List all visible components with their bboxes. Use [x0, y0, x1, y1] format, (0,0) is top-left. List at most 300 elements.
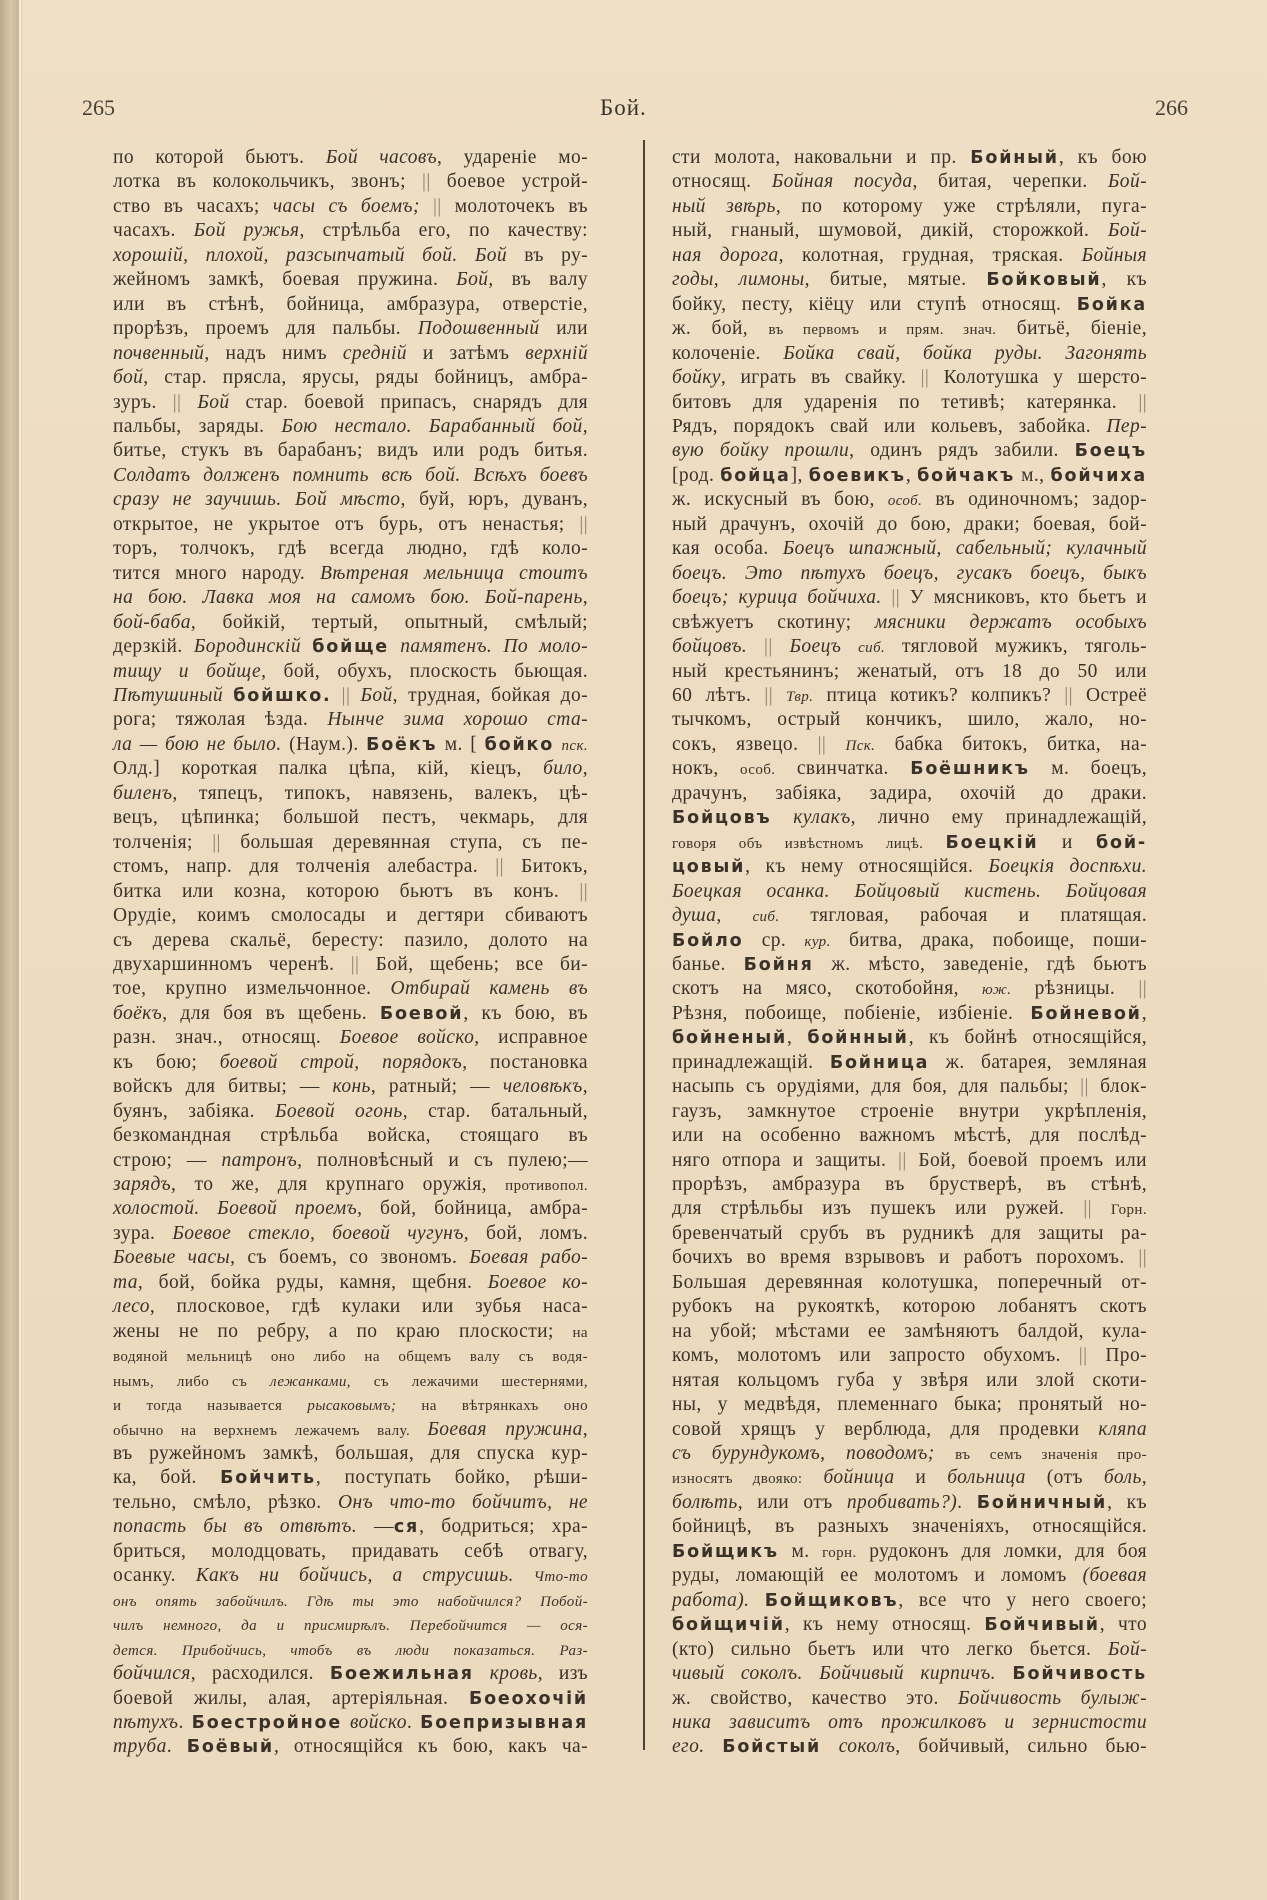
- text-line: [672, 929, 1147, 953]
- text-line: [113, 831, 588, 855]
- italic-example: бойку: [672, 367, 721, 389]
- text-line: [672, 1711, 1147, 1735]
- text-run: колоченіе.: [672, 342, 784, 364]
- italic-example: Солдатъ долженъ помнить всѣ бой. Всѣхъ боевъ: [113, 464, 588, 486]
- italic-example: Бойныя: [1081, 244, 1147, 266]
- text-run: жейномъ замкѣ, боевая пружина.: [113, 269, 457, 291]
- text-run: , бой, ломъ.: [463, 1222, 588, 1244]
- text-run: ,: [582, 1076, 588, 1098]
- text-line: [672, 1564, 1147, 1588]
- text-run: , или отъ: [737, 1491, 847, 1513]
- small-note: на: [572, 1324, 588, 1341]
- italic-example: боецъ; курица бойчиха.: [672, 587, 882, 609]
- headword: Боецъ: [1074, 441, 1147, 462]
- text-run: зуръ.: [113, 391, 173, 413]
- text-run: .: [166, 1736, 187, 1758]
- text-run: Рядъ, порядокъ свай или кольевъ, забойка.: [672, 415, 1107, 437]
- italic-example: Нынче зима хорошо ста-: [327, 709, 588, 731]
- headword: Бойстый: [722, 1737, 822, 1758]
- italic-example: ника зависитъ отъ прожилковъ и зернистости: [672, 1712, 1147, 1733]
- text-line: [672, 977, 1147, 1001]
- text-line: [672, 1320, 1147, 1344]
- text-run: на убой; мѣстами ее замѣняютъ балдой, кула-: [672, 1320, 1147, 1342]
- sense-separator: ||: [172, 391, 182, 413]
- text-run: бриться, молодцовать, придавать себѣ отвагу,: [113, 1540, 588, 1562]
- text-run: въ ру-: [507, 244, 589, 266]
- headword: бойнный: [807, 1028, 909, 1049]
- text-line: [113, 366, 588, 390]
- text-run: насыпь съ орудіями, для боя, для пальбы;: [672, 1076, 1081, 1098]
- text-run: , къ бою, въ: [463, 1002, 588, 1024]
- text-line: [672, 611, 1147, 635]
- text-run: , стрѣльба его, по качеству:: [299, 220, 588, 242]
- text-run: , расходился.: [190, 1663, 330, 1685]
- text-run: пальбы, заряды.: [113, 415, 282, 437]
- text-line: [113, 1589, 588, 1613]
- text-run: ный, гнаный, шумовой, дикій, сторожкой.: [672, 220, 1108, 242]
- text-run: [821, 1736, 839, 1757]
- small-note: износятъ двояко:: [672, 1471, 803, 1488]
- text-column-left: [113, 146, 588, 1760]
- sense-separator: ||: [422, 171, 431, 193]
- headword: Бойло: [672, 930, 744, 951]
- text-line: [672, 439, 1147, 463]
- text-line: [113, 244, 588, 268]
- page-header: [0, 95, 1267, 125]
- italic-example: на бою. Лавка моя на самомъ бою. Бой-парень: [113, 587, 583, 609]
- text-line: [113, 1442, 588, 1466]
- text-line: [113, 929, 588, 953]
- small-italic-note: дется. Прибойчись, чтобъ въ люди показаться. Раз-: [113, 1642, 588, 1659]
- text-run: , плосковое, гдѣ кулаки или зубья наса-: [149, 1296, 588, 1318]
- text-line: [113, 1320, 588, 1344]
- text-run: (Наум.).: [281, 733, 367, 755]
- text-run: , колотная, грудная, тряская.: [778, 244, 1082, 266]
- sense-separator: ||: [817, 733, 827, 755]
- text-run: ],: [790, 464, 809, 486]
- text-line: [113, 880, 588, 904]
- text-run: въ ружейномъ замкѣ, большая, для спуска кур-: [113, 1443, 588, 1465]
- text-line: [113, 219, 588, 243]
- headword: Боеохочій: [468, 1688, 588, 1709]
- italic-example: Бою нестало. Барабанный бой: [281, 415, 583, 437]
- text-run: руды, ломающій ее молотомъ и ломомъ: [672, 1565, 1083, 1587]
- text-line: [672, 1638, 1147, 1662]
- text-run: рубокъ на рукояткѣ, которою лобанятъ скотъ: [672, 1296, 1147, 1318]
- text-line: [672, 660, 1147, 684]
- sense-separator: ||: [350, 953, 360, 975]
- text-run: принадлежащій.: [672, 1051, 830, 1073]
- text-run: бревенчатый срубъ въ рудникѣ для защиты ра-: [672, 1222, 1147, 1244]
- text-run: двухаршинномъ черенѣ.: [113, 953, 351, 975]
- headword: Боёвый: [186, 1737, 274, 1758]
- text-run: , ратный; —: [370, 1076, 503, 1098]
- text-line: [113, 317, 588, 341]
- text-line: [113, 1466, 588, 1490]
- text-run: м.,: [1015, 464, 1051, 486]
- italic-example: холостой. Боевой проемъ: [113, 1198, 358, 1220]
- text-run: Орудіе, коимъ смолосады и дегтяри сбиваютъ: [113, 905, 588, 927]
- text-line: [113, 1246, 588, 1270]
- small-note: Горн.: [1110, 1202, 1147, 1219]
- small-note: водяной мельницѣ оно либо на общемъ валу съ водя-: [113, 1349, 588, 1366]
- text-line: [113, 1222, 588, 1246]
- italic-example: Боевое ко-: [487, 1271, 588, 1293]
- text-line: [672, 366, 1147, 390]
- text-run: [350, 685, 360, 706]
- italic-example: бойцовъ.: [672, 636, 748, 658]
- italic-example: (боевая: [1082, 1565, 1147, 1587]
- text-run: тится много народу.: [113, 562, 321, 584]
- text-run: относящ.: [672, 171, 772, 193]
- small-note: нымъ, либо съ: [113, 1373, 271, 1390]
- text-run: , удареніе мо-: [437, 147, 588, 168]
- text-run: комъ, молотомъ или запросто обухомъ.: [672, 1345, 1079, 1367]
- text-run: вецъ, цѣпинка; большой пестъ, чекмарь, для: [113, 807, 588, 829]
- small-note: говоря объ извѣстномъ лицѣ.: [672, 835, 946, 852]
- text-run: У мясниковъ, кто бьетъ и: [900, 587, 1147, 609]
- text-line: [113, 733, 588, 757]
- text-line: [672, 1515, 1147, 1539]
- italic-example: Бой: [456, 269, 489, 291]
- italic-example: болѣть: [672, 1491, 738, 1513]
- text-run: прорѣзъ, амбразура въ брустверѣ, въ стѣнѣ,: [672, 1174, 1147, 1196]
- headword: Бойщикъ: [672, 1541, 779, 1562]
- italic-example: годы, лимоны: [672, 269, 805, 291]
- text-line: [113, 1026, 588, 1050]
- text-run: открытое, не укрытое отъ бурь, отъ ненастья;: [113, 513, 580, 535]
- italic-example: труба: [113, 1736, 167, 1758]
- text-line: [672, 1100, 1147, 1124]
- text-run: , бой, бойка руды, камня, щебня.: [137, 1271, 488, 1293]
- text-run: боевой жилы, алая, артеріяльная.: [113, 1687, 469, 1709]
- small-note: особ.: [740, 762, 776, 779]
- text-run: [841, 636, 858, 657]
- text-line: [113, 855, 588, 879]
- text-run: или: [539, 318, 588, 340]
- small-note: противопол.: [505, 1178, 588, 1195]
- small-italic-note: пск.: [561, 737, 589, 754]
- text-line: [672, 1491, 1147, 1515]
- text-run: , бойчивый, сильно бью-: [895, 1736, 1147, 1758]
- text-line: [672, 562, 1147, 586]
- italic-example: работа).: [672, 1589, 750, 1611]
- italic-example: Боецкія доспѣхи.: [988, 856, 1148, 878]
- text-run: разн. знач., относящ.: [113, 1027, 340, 1049]
- sense-separator: ||: [764, 636, 773, 658]
- italic-example: Бой: [197, 391, 230, 413]
- text-run: ,: [582, 1418, 588, 1440]
- text-line: [672, 1540, 1147, 1564]
- text-line: [113, 1100, 588, 1124]
- text-run: блок-: [1088, 1076, 1147, 1098]
- text-run: стомъ, напр. для толченія алебастра.: [113, 856, 496, 878]
- text-line: [113, 1344, 588, 1368]
- page-number-right: 266: [1155, 95, 1188, 120]
- small-italic-note: онъ опять забойчилъ. Гдѣ ты это набойчился? Побой-: [113, 1593, 588, 1610]
- text-line: [672, 635, 1147, 659]
- headword: бойненый: [672, 1028, 788, 1049]
- small-italic-note: кур.: [804, 933, 831, 950]
- text-run: тычкомъ, острый кончикъ, шило, жало, но-: [672, 709, 1147, 731]
- text-run: Олд.] короткая палка цѣпа, кій, кіецъ,: [113, 758, 544, 780]
- text-line: [113, 439, 588, 463]
- text-line: [672, 1173, 1147, 1197]
- text-line: [672, 880, 1147, 904]
- text-line: [672, 782, 1147, 806]
- text-line: [672, 806, 1147, 830]
- italic-example: Отбирай камень въ: [390, 978, 588, 1000]
- italic-example: боль: [1103, 1467, 1142, 1489]
- text-run: , изъ: [537, 1663, 589, 1685]
- italic-example: Боевые часы: [113, 1247, 231, 1269]
- headword: бойщичій: [672, 1615, 785, 1636]
- headword: Бойка: [1076, 294, 1147, 315]
- running-head: Бой.: [600, 95, 647, 120]
- italic-example: ный звѣрь: [672, 195, 776, 217]
- text-run: дерзкій.: [113, 636, 194, 658]
- text-run: сокъ, язвецо.: [672, 733, 818, 755]
- italic-example: Боевая пружина: [427, 1418, 583, 1440]
- italic-example: мясники держатъ особыхъ: [874, 611, 1148, 633]
- text-run: Бой, щебень; все би-: [359, 953, 588, 975]
- text-line: [672, 1662, 1147, 1686]
- text-run: [773, 685, 786, 706]
- italic-example: Бойчивость булыж-: [957, 1687, 1147, 1709]
- text-line: [672, 415, 1147, 439]
- text-line: [672, 757, 1147, 781]
- headword: бой-: [1096, 832, 1147, 853]
- text-run: Остреё: [1072, 684, 1148, 706]
- text-run: ны, у медвѣдя, племеннаго быка; пронятый но-: [672, 1394, 1147, 1416]
- text-run: и: [1038, 831, 1097, 853]
- text-run: ,: [1141, 1467, 1147, 1489]
- text-line: [113, 1638, 588, 1662]
- text-run: баньe.: [672, 953, 744, 975]
- italic-example: вую бойку прошли: [672, 440, 850, 462]
- sense-separator: ||: [1083, 1198, 1092, 1220]
- text-line: [113, 391, 588, 415]
- text-run: Рѣзня, побоище, побіеніе, избіеніе.: [672, 1002, 1031, 1024]
- text-run: драчунъ, забіяка, задира, охочій до драки.: [672, 782, 1147, 804]
- small-note: горн.: [822, 1544, 857, 1561]
- text-run: [747, 636, 764, 657]
- headword: бойшко.: [233, 685, 332, 706]
- text-line: [113, 146, 588, 170]
- book-binding-edge: [0, 0, 24, 1900]
- sense-separator: ||: [764, 684, 773, 706]
- text-column-right: [672, 146, 1147, 1760]
- text-line: [672, 708, 1147, 732]
- text-line: [672, 733, 1147, 757]
- italic-example: лесо: [113, 1296, 150, 1318]
- text-line: [113, 195, 588, 219]
- text-run: (отъ: [1025, 1467, 1104, 1489]
- text-run: , бой, бойница, амбра-: [357, 1198, 588, 1220]
- italic-example: кулакъ: [793, 807, 851, 829]
- text-line: [672, 1418, 1147, 1442]
- text-run: или на особенно важномъ мѣстѣ, для послѣд-: [672, 1125, 1147, 1147]
- text-line: [672, 1271, 1147, 1295]
- headword: ся: [393, 1517, 420, 1538]
- text-line: [672, 170, 1147, 194]
- text-line: [113, 1051, 588, 1075]
- headword: бойчакъ: [917, 465, 1016, 486]
- italic-example: боевой строй, порядокъ: [219, 1051, 463, 1073]
- italic-example: пѣтухъ: [113, 1712, 179, 1733]
- italic-example: Бой часовъ: [325, 147, 438, 168]
- text-run: [342, 1712, 350, 1733]
- text-line: [113, 611, 588, 635]
- text-line: [672, 244, 1147, 268]
- italic-example: конь: [332, 1076, 371, 1098]
- text-run: [223, 685, 233, 706]
- text-line: [672, 1393, 1147, 1417]
- text-run: свѣжуетъ скотину;: [672, 611, 875, 633]
- text-run: —: [357, 1516, 394, 1538]
- text-run: жены не по ребру, а по краю плоскости;: [113, 1320, 573, 1342]
- text-line: [672, 953, 1147, 977]
- small-italic-note: лежанками: [270, 1373, 347, 1390]
- italic-example: попасть бы въ отвѣтъ.: [113, 1516, 358, 1538]
- text-run: , къ бойнѣ относящійся,: [908, 1027, 1147, 1049]
- small-note: на вѣтрянкахъ оно: [396, 1398, 588, 1415]
- text-run: строю; —: [113, 1149, 222, 1171]
- text-run: , въ валу: [488, 269, 588, 291]
- text-line: [113, 1735, 588, 1759]
- sense-separator: ||: [495, 856, 504, 878]
- italic-example: бойница: [823, 1467, 895, 1489]
- text-line: [672, 1002, 1147, 1026]
- text-run: къ бою;: [113, 1051, 220, 1073]
- text-run: ж. искусный въ бою,: [672, 489, 888, 511]
- headword: Боестройное: [191, 1713, 343, 1733]
- text-run: торъ, толчокъ, гдѣ всегда людно, гдѣ коло-: [113, 538, 588, 560]
- text-run: , битые, мятые.: [804, 269, 987, 291]
- text-run: ,: [905, 464, 918, 486]
- text-run: въ одиночномъ; задор-: [922, 489, 1147, 511]
- text-line: [113, 660, 588, 684]
- headword: Боёшникъ: [910, 759, 1030, 780]
- text-run: битовъ для ударенія по тетивѣ; катерянка.: [672, 391, 1139, 413]
- text-run: няго отпора и защиты.: [672, 1149, 899, 1171]
- text-run: Битокъ,: [503, 856, 589, 878]
- italic-example: чивый соколъ. Бойчивый кирпичъ.: [672, 1663, 996, 1685]
- text-run: кая особа.: [672, 538, 783, 560]
- text-run: осанку.: [113, 1565, 196, 1587]
- text-line: [672, 488, 1147, 512]
- text-run: [771, 807, 793, 828]
- text-run: ,: [1141, 1002, 1147, 1024]
- italic-example: Подошвенный: [417, 318, 540, 340]
- text-line: [672, 342, 1147, 366]
- text-run: бочихъ во время взрывовъ и работъ порохомъ.: [672, 1247, 1139, 1269]
- italic-example: больница: [947, 1467, 1026, 1489]
- sense-separator: ||: [432, 195, 442, 217]
- headword: Боёкъ: [366, 734, 438, 755]
- text-line: [672, 146, 1147, 170]
- text-run: бойницѣ, въ разныхъ значеніяхъ, относящійся.: [672, 1516, 1147, 1538]
- text-run: Бой, боевой проемъ или: [906, 1149, 1147, 1171]
- text-run: , надъ нимъ: [204, 342, 343, 364]
- text-line: [672, 268, 1147, 292]
- text-run: ж. батарея, земляная: [929, 1051, 1147, 1073]
- text-line: [113, 684, 588, 708]
- text-line: [672, 1051, 1147, 1075]
- sense-separator: ||: [1138, 1247, 1147, 1269]
- text-run: , трудная, бойкая до-: [392, 684, 588, 706]
- headword: бойца: [720, 465, 791, 486]
- headword: Бойчить: [220, 1468, 316, 1489]
- text-line: [672, 195, 1147, 219]
- sense-separator: ||: [579, 880, 588, 902]
- italic-example: Онъ что-то бойчитъ, не: [338, 1491, 588, 1513]
- sense-separator: ||: [1080, 1076, 1089, 1098]
- text-run: тягловой мужикъ, тяголь-: [885, 636, 1148, 658]
- text-run: , къ нему относящ.: [784, 1614, 985, 1636]
- text-line: [113, 293, 588, 317]
- text-line: [672, 1344, 1147, 1368]
- text-run: для стрѣльбы изъ пушекъ или ружей.: [672, 1198, 1084, 1220]
- text-run: .: [406, 1712, 421, 1733]
- italic-example: та: [113, 1271, 138, 1293]
- text-run: , для боя въ щебень.: [162, 1002, 380, 1024]
- text-run: , что: [1099, 1614, 1147, 1636]
- small-italic-note: чилъ немного, да и присмирѣлъ. Перебойчится — ося-: [113, 1618, 588, 1635]
- italic-example: хорошій, плохой, разсыпчатый бой. Бой: [113, 244, 508, 266]
- text-run: [826, 734, 845, 755]
- headword: Бойщиковъ: [764, 1590, 899, 1611]
- text-line: [113, 1295, 588, 1319]
- text-run: [301, 636, 312, 657]
- text-line: [113, 342, 588, 366]
- italic-example: Пѣтушиный: [113, 684, 224, 706]
- text-run: .: [957, 1491, 977, 1513]
- text-run: Про-: [1087, 1345, 1147, 1367]
- text-run: , бойкій, тертый, опытный, смѣлый;: [190, 611, 588, 633]
- text-line: [113, 1393, 588, 1417]
- italic-example: било: [543, 758, 583, 780]
- italic-example: зарядъ: [113, 1174, 172, 1196]
- text-run: толченія;: [113, 831, 213, 853]
- text-line: [672, 1735, 1147, 1759]
- italic-example: Вѣтреная мельница стоитъ: [320, 562, 588, 584]
- text-line: [672, 1149, 1147, 1173]
- headword: бойще: [312, 637, 389, 658]
- text-run: ный драчунъ, охочій до бою, драки; боевая, бой-: [672, 513, 1147, 535]
- italic-example: боёкъ: [113, 1002, 163, 1024]
- text-run: прорѣзъ, проемъ для пальбы.: [113, 318, 418, 340]
- binding-highlight: [19, 0, 21, 1900]
- text-run: [389, 636, 400, 657]
- text-run: , исправное: [474, 1027, 588, 1049]
- text-run: [773, 636, 790, 657]
- text-line: [113, 1613, 588, 1637]
- text-run: ,: [582, 415, 588, 437]
- headword: Боепризывная: [420, 1713, 588, 1733]
- italic-example: почвенный: [113, 342, 205, 364]
- text-run: рога; тяжолая ѣзда.: [113, 709, 328, 731]
- small-italic-note: особ.: [887, 493, 923, 510]
- text-run: бойку, песту, кіёцу или ступѣ относящ.: [672, 293, 1077, 315]
- headword: Бойцовъ: [672, 808, 772, 829]
- text-line: [113, 757, 588, 781]
- text-run: скотъ на мясо, скотобойня,: [672, 978, 983, 1000]
- text-run: битьё, біеніе,: [996, 318, 1147, 340]
- text-run: птица котикъ? колпикъ?: [813, 684, 1065, 706]
- italic-example: кровь: [489, 1663, 538, 1685]
- italic-example: человѣкъ: [502, 1076, 583, 1098]
